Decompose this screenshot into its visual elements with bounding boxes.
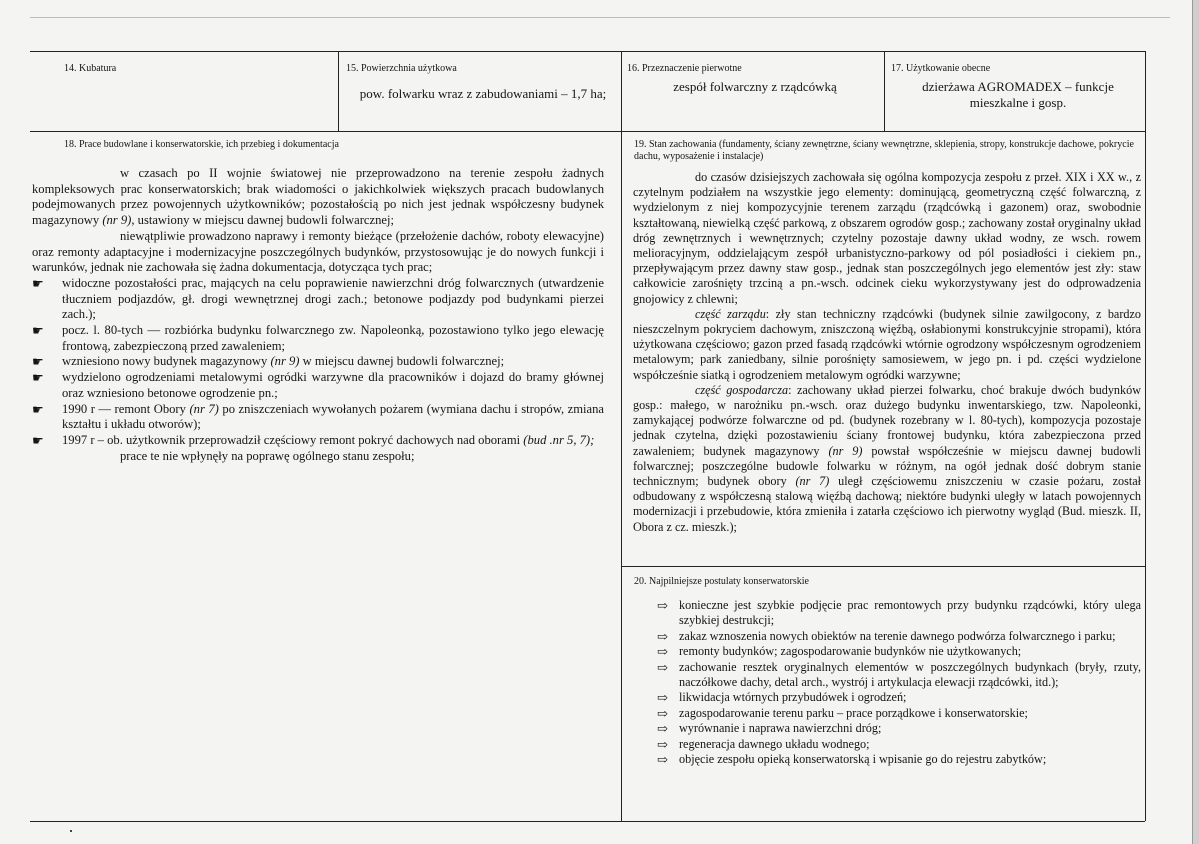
s18-paragraph-3: prace te nie wpłynęły na poprawę ogólnego stanu zespołu; [120,448,415,463]
section-19-body [633,170,1141,535]
section-20-body [657,598,1141,767]
divider-middle [621,51,622,821]
s20-item: ⇨ likwidacja wtórnych przybudówek i ogrodzeń; [657,690,907,706]
s18-paragraph-1: w czasach po II wojnie światowej nie przeprowadzono na terenie zespołu żadnych kompleksowych prac konserwatorskich; brak wiadomości o jakichkolwiek większych pracach budowlanych podejmowanych przez powojennych użytkowników; pozostałością po nich jest jednak współczesny budynek magazynowy (nr 9), ustawiony w miejscu dawnej budowli folwarcznej; [32,166,604,228]
top-rule [30,17,1170,18]
header-bottom-border [30,131,1145,132]
outlined-arrow-icon: ⇨ [657,736,668,752]
pointing-hand-icon: ☛ [32,370,44,386]
s18-item: ☛ 1997 r – ob. użytkownik przeprowadził częściowy remont pokryć dachowych nad oborami (bud .nr 5, 7); [32,432,595,448]
s18-item: ☛ wzniesiono nowy budynek magazynowy (nr 9) w miejscu dawnej budowli folwarcznej; [32,354,505,370]
bottom-border [30,821,1145,822]
outlined-arrow-icon: ⇨ [657,659,668,675]
divider-16-17 [884,51,885,131]
value-17: dzierżawa AGROMADEX – funkcje mieszkalne i gosp. [922,79,1114,110]
s19-paragraph-1: do czasów dzisiejszych zachowała się ogólna kompozycja zespołu z przeł. XIX i XX w., z czytelnym podziałem na wszystkie jego elementy: dominującą, geometryczną część folwarczną, z wydzielonym z niej kompozycyjnie terenem zarządu (rządcówką i gazonem) oraz, swobodnie kształtowaną, niewielką część parkową, z obszarem ogrodów gosp.; zachowany został oryginalny układ dróg zewnętrznych i wewnętrznych; czytelny pozostaje dawny układ wodny, ze wsch. rowem melioracyjnym, oddzielającym zespół urbanistyczno-parkowy od pól posiadłości i ciekiem pn., przepływającym przez dawny staw gosp., jednak stan poszczególnych jego elementów jest zły: staw całkowicie zarośnięty trzciną a pn.-wsch. odcinek cieku wykorzystywany jest do odprowadzenia gnojowicy z chlewni; [633,170,1141,306]
outlined-arrow-icon: ⇨ [657,690,668,706]
scan-speck [70,830,72,832]
pointing-hand-icon: ☛ [32,401,44,417]
pointing-hand-icon: ☛ [32,432,44,448]
s20-item: ⇨ wyrównanie i naprawa nawierzchni dróg; [657,721,882,737]
divider-14-15 [338,51,339,131]
right-border [1145,51,1146,821]
caption-15: 15. Powierzchnia użytkowa [346,63,457,74]
caption-14: 14. Kubatura [64,63,117,74]
s20-item: ⇨ regeneracja dawnego układu wodnego; [657,736,870,752]
pointing-hand-icon: ☛ [32,323,44,339]
s18-item: ☛ pocz. l. 80-tych — rozbiórka budynku folwarcznego zw. Napoleonką, pozostawiono tylko jego elewację frontową, zabezpieczoną przed zawaleniem; [32,323,604,353]
outlined-arrow-icon: ⇨ [657,598,668,613]
s18-item: ☛ wydzielono ogrodzeniami metalowymi ogródki warzywne dla pracowników i dojazd do bramy głównej oraz wzniesiono betonowe ogrodzenie pn.; [32,370,604,400]
s20-item: ⇨ konieczne jest szybkie podjęcie prac remontowych przy budynku rządcówki, który ulega szybkiej destrukcji; [657,598,1141,628]
pointing-hand-icon: ☛ [32,354,44,370]
outlined-arrow-icon: ⇨ [657,721,668,737]
value-16: zespół folwarczny z rządcówką [673,79,837,94]
section-20-top-border [622,566,1145,567]
caption-18: 18. Prace budowlane i konserwatorskie, ich przebieg i dokumentacja [64,139,339,150]
caption-17: 17. Użytkowanie obecne [891,63,991,74]
outlined-arrow-icon: ⇨ [657,644,668,660]
caption-16: 16. Przeznaczenie pierwotne [627,63,742,74]
s18-item: ☛ widoczne pozostałości prac, mających na celu poprawienie nawierzchni dróg folwarcznych (utwardzenie tłuczniem podjazdów, gł. drogi wewnętrznej drogi zach.; betonowe podjazdy pod budynkami pierzei zach.); [32,275,604,322]
header-top-border [30,51,1145,52]
section-18-body [32,166,604,464]
outlined-arrow-icon: ⇨ [657,752,668,768]
s18-item: ☛ 1990 r — remont Obory (nr 7) po zniszczeniach wywołanych pożarem (wymiana dachu i stropów, zmiana kształtu i układu otworów); [32,401,605,432]
caption-20: 20. Najpilniejsze postulaty konserwatorskie [634,576,809,587]
caption-19: 19. Stan zachowania (fundamenty, ściany zewnętrzne, ściany wewnętrzne, sklepienia, stropy, konstrukcje dachowe, pokrycie dachu, wyposażenie i instalacje) [634,139,1134,162]
outlined-arrow-icon: ⇨ [657,628,668,644]
outlined-arrow-icon: ⇨ [657,705,668,721]
value-15: pow. folwarku wraz z zabudowaniami – 1,7 ha; [359,86,607,101]
s19-paragraph-2: część zarządu: zły stan techniczny rządcówki (budynek silnie zawilgocony, z bardzo nieszczelnym pokryciem dachowym, zniszczoną więźbą, osłabionymi konstrukcyjnie stropami), która użytkowana częściowo; gazon przed fasadą rządcówki wtórnie ogrodzony współczesnym ogrodzeniem metalowym; park zaniedbany, silnie porośnięty samosiewem, w jego pn. i pd. części wydzielone współcześnie siatką i ogrodzeniem metalowym ogródki warzywne; [633,306,1141,382]
s20-item: ⇨ zagospodarowanie terenu parku – prace porządkowe i konserwatorskie; [657,705,1028,721]
pointing-hand-icon: ☛ [32,275,44,291]
s20-item: ⇨ zachowanie resztek oryginalnych elementów w poszczególnych budynkach (bryły, rzuty, naczółkowe dachy, detal arch., wystrój i artykulacja elewacji rządcówki, itd.); [657,659,1141,690]
s20-item: ⇨ zakaz wznoszenia nowych obiektów na terenie dawnego podwórza folwarcznego i parku; [657,628,1116,644]
s18-paragraph-2: niewątpliwie prowadzono naprawy i remonty bieżące (przełożenie dachów, roboty elewacyjne) oraz remonty adaptacyjne i modernizacyjne poszczególnych budynków, przystosowując je do nowych funkcji i warunków, jednak nie zachowała się żadna dokumentacja, dotycząca tych prac; [32,228,604,275]
s20-item: ⇨ objęcie zespołu opieką konserwatorską i wpisanie go do rejestru zabytków; [657,752,1047,768]
scan-edge [1192,0,1199,844]
s19-paragraph-3: część gospodarcza: zachowany układ pierzei folwarku, choć brakuje dwóch budynków gosp.: małego, w narożniku pn.-wsch. oraz dużego budynku inwentarskiego, tzw. Napoleonki, zamykającej podwórze folwarczne od pd. (budynek rozebrany w l. 80-tych), kompozycja pozostaje jednak czytelna, dzięki pozostawieniu ściany frontowej budynku, która zabezpieczona przed zawaleniem; budynek magazynowy (nr 9) powstał współcześnie w miejscu dawnej budowli folwarcznej; poszczególne budowle folwarku w różnym, na ogół jednak dość dobrym stanie technicznym; budynek obory (nr 7) uległ częściowemu zniszczeniu w czasie pożaru, został odbudowany z współczesną stalową więźbą dachową; niektóre budynki uległy w latach powojennych modernizacji i przebudowie, która zmieniła i zatarła częściowo ich pierwotny wygląd (Bud. mieszk. II, Obora z cz. mieszk.); [633,382,1142,534]
s20-item: ⇨ remonty budynków; zagospodarowanie budynków nie użytkowanych; [657,644,1022,660]
